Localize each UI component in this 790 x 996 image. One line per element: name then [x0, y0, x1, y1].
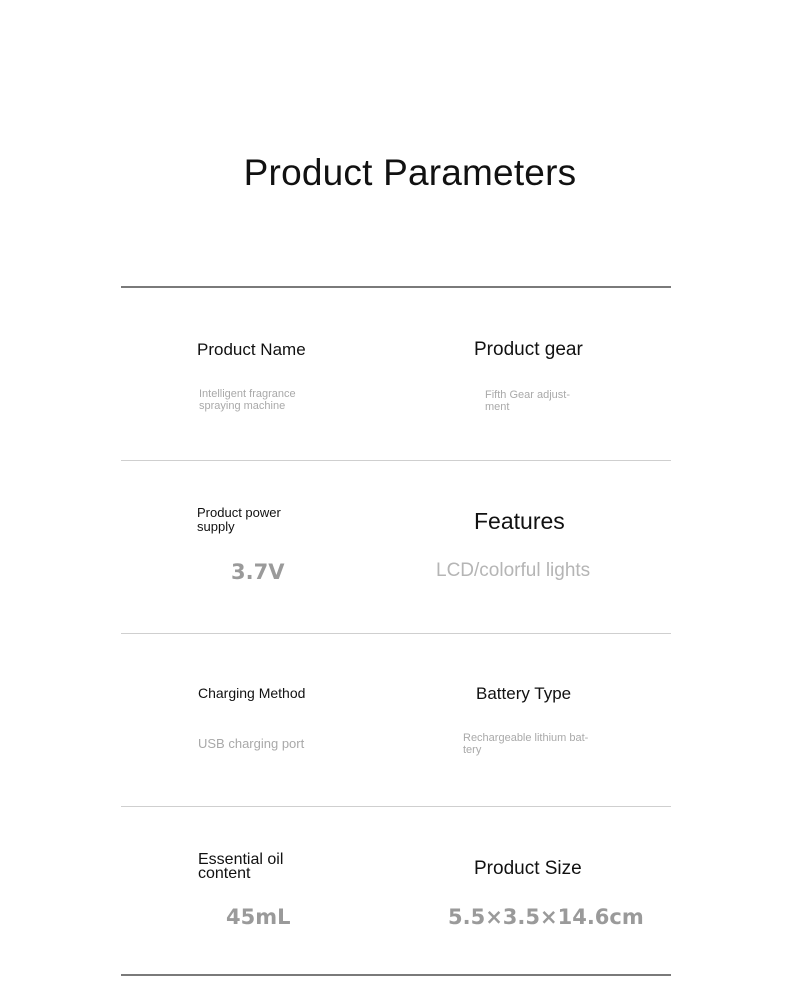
oil-content-value: 45mL — [226, 905, 291, 929]
charging-method-value: USB charging port — [198, 736, 305, 751]
top-divider — [121, 286, 671, 288]
product-name-label: Product Name — [197, 340, 306, 359]
battery-type-value-line-2: tery — [463, 744, 482, 756]
battery-type-value — [463, 732, 588, 756]
oil-content-label-line-1: Essential oil — [198, 851, 284, 868]
power-supply-value: 3.7V — [231, 560, 285, 584]
power-supply-label-line-2: supply — [197, 519, 235, 534]
product-gear-value — [485, 389, 570, 413]
oil-content-label-line-2: content — [198, 865, 251, 882]
power-supply-label — [197, 506, 281, 534]
bottom-divider — [121, 974, 671, 976]
product-size-label: Product Size — [474, 858, 582, 879]
page-title: Product Parameters — [243, 152, 577, 193]
product-size-value: 5.5×3.5×14.6cm — [448, 905, 644, 929]
product-name-value — [199, 388, 296, 412]
features-value: LCD/colorful lights — [436, 560, 591, 581]
product-gear-value-line-1: Fifth Gear adjust- — [485, 389, 570, 401]
power-supply-label-line-1: Product power — [197, 505, 281, 520]
oil-content-label — [198, 853, 283, 881]
charging-method-label: Charging Method — [198, 685, 306, 701]
row-divider — [121, 633, 671, 634]
row-divider — [121, 806, 671, 807]
features-label: Features — [474, 508, 565, 534]
product-name-value-line-2: spraying machine — [199, 400, 286, 412]
product-gear-value-line-2: ment — [485, 401, 510, 413]
battery-type-value-line-1: Rechargeable lithium bat- — [463, 732, 589, 744]
battery-type-label: Battery Type — [476, 684, 572, 703]
product-gear-label: Product gear — [474, 339, 583, 360]
row-divider — [121, 460, 671, 461]
product-name-value-line-1: Intelligent fragrance — [199, 388, 296, 400]
